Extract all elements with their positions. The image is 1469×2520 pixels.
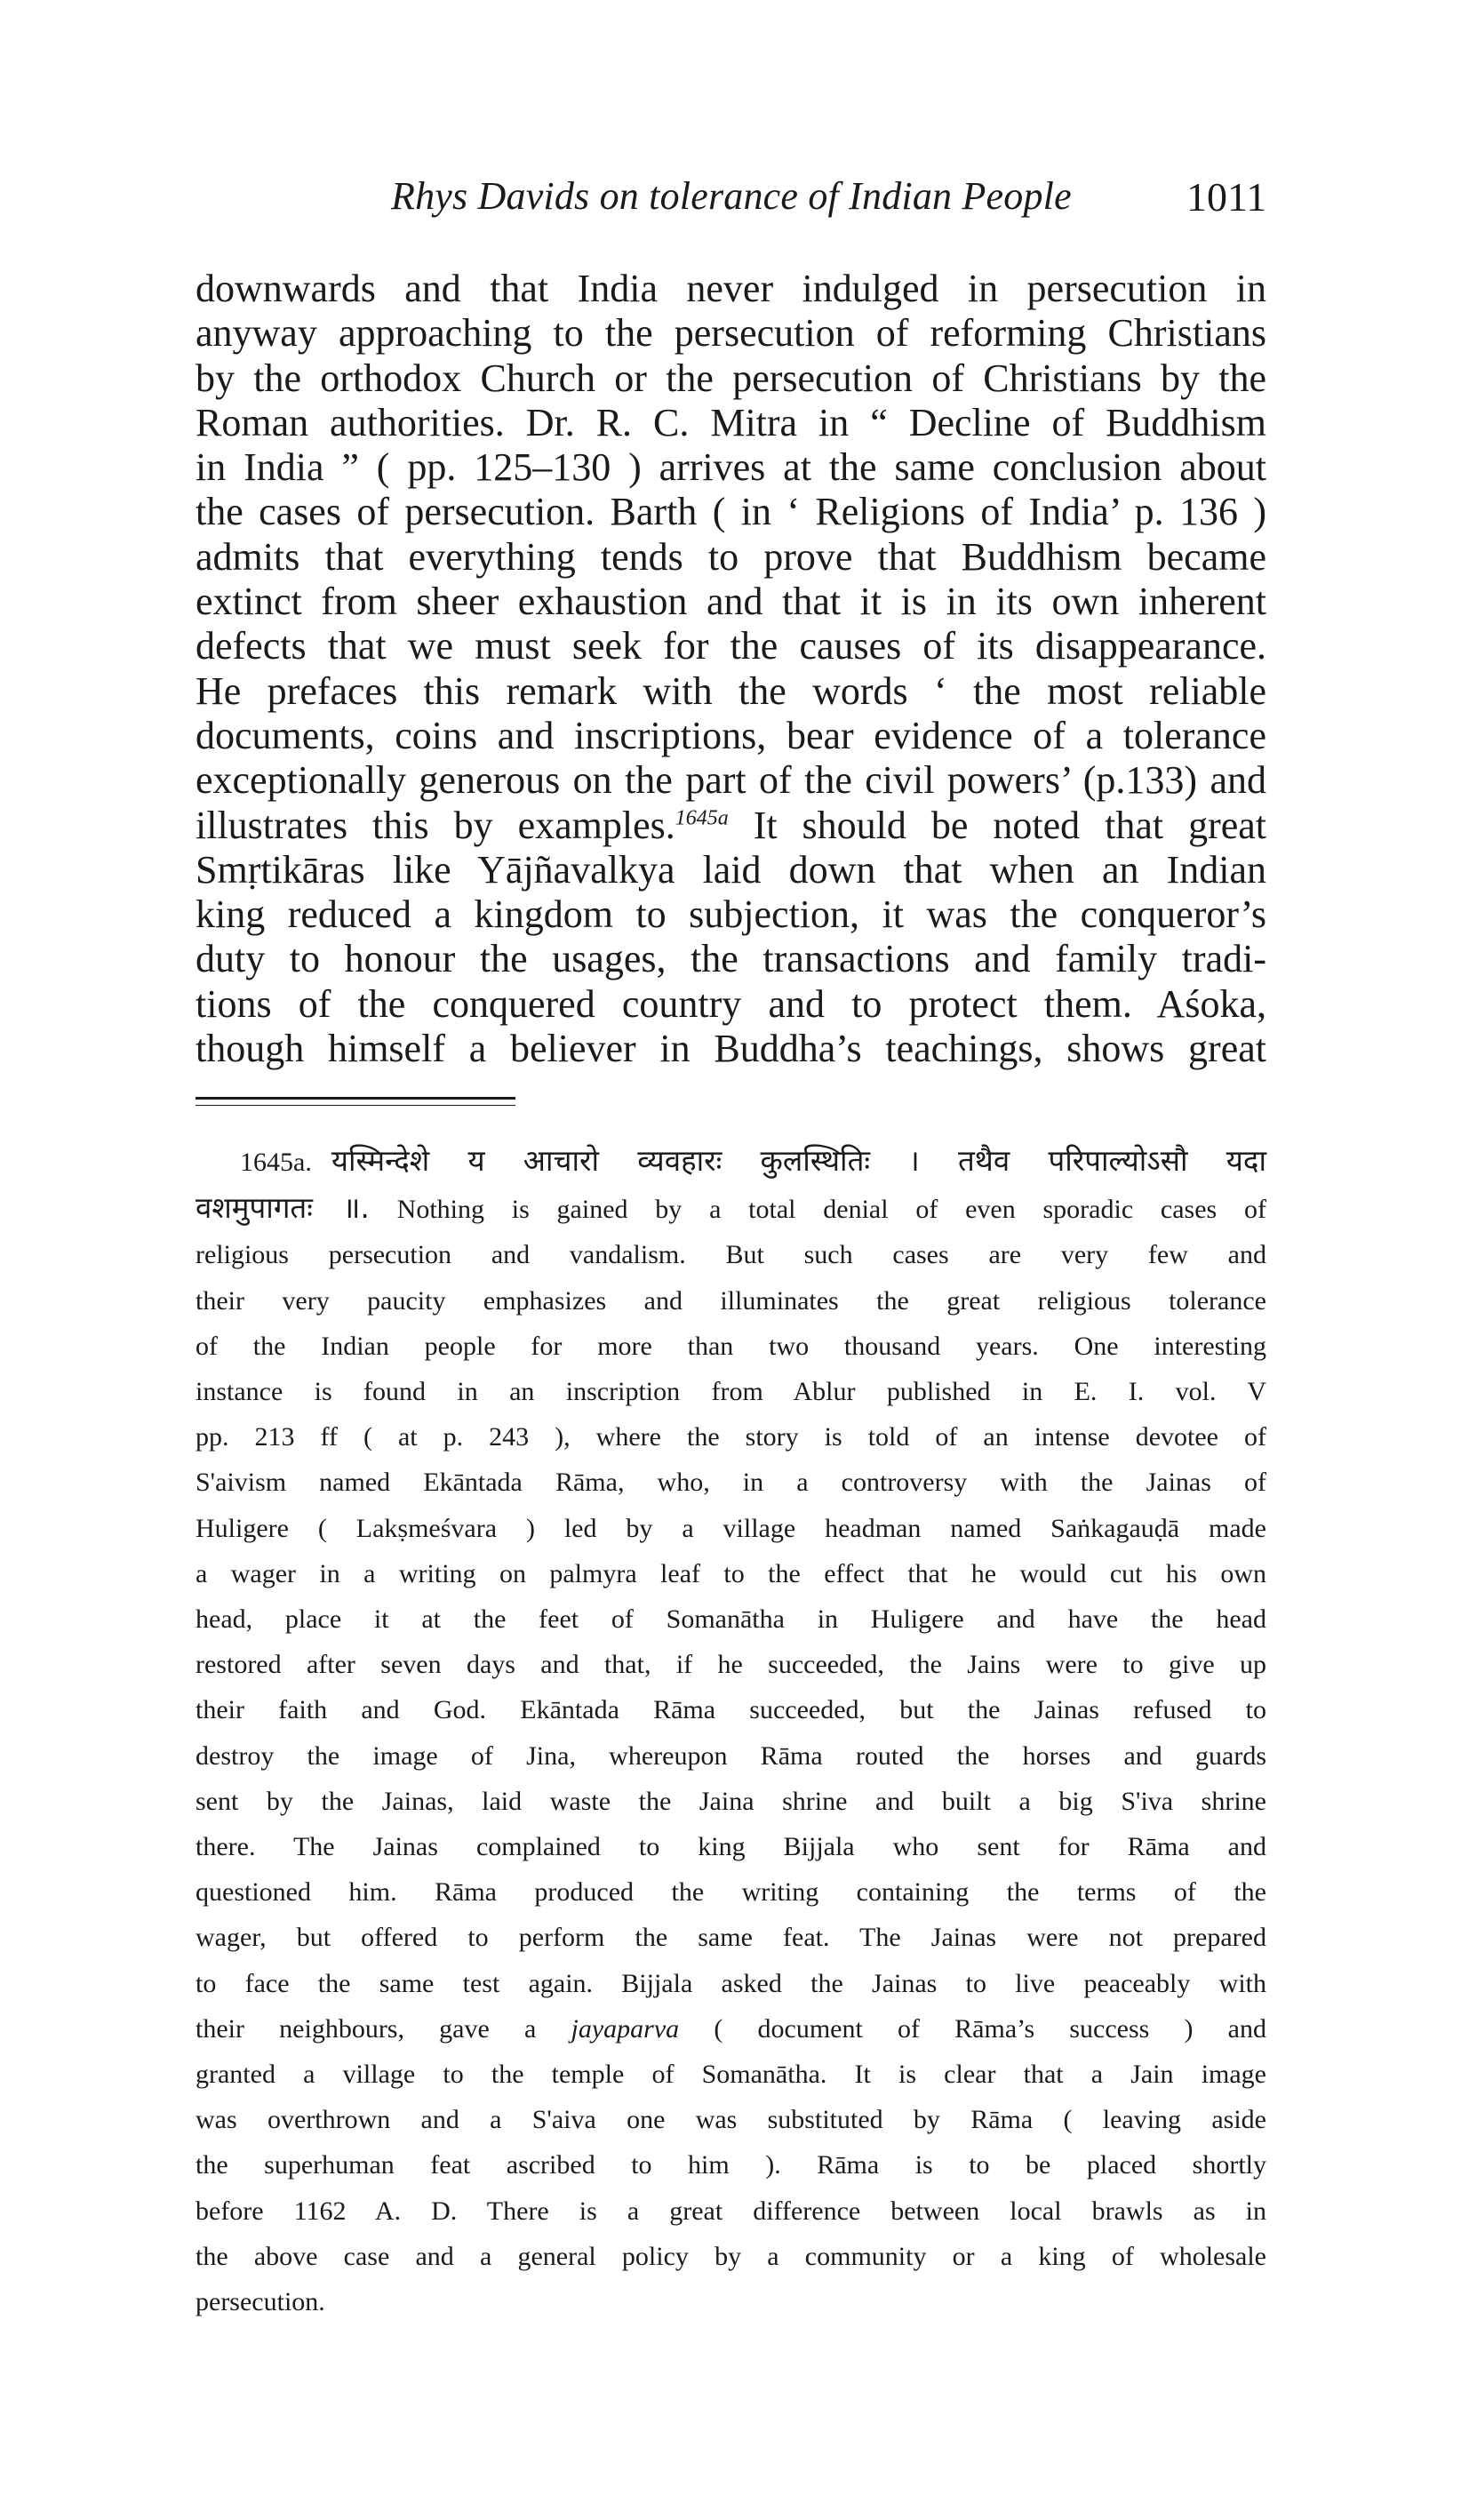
footnote-line: religious persecution and vandalism. But such cases are very few and (196, 1240, 1266, 1270)
footnote-line: wager, but offered to perform the same feat. The Jainas were not prepared (196, 1923, 1266, 1953)
body-line: by the orthodox Church or the persecution of Christians by the (196, 356, 1266, 400)
body-line: tions of the conquered country and to protect them. Aśoka, (196, 981, 1266, 1026)
footnote-line: there. The Jainas complained to king Bijjala who sent for Rāma and (196, 1832, 1266, 1862)
running-title: Rhys Davids on tolerance of Indian People (391, 174, 1072, 218)
footnote-line: before 1162 A. D. There is a great difference between local brawls as in (196, 2196, 1266, 2226)
footnote-line: to face the same test again. Bijjala asked the Jainas to live peaceably with (196, 1968, 1266, 1998)
footnote-line: instance is found in an inscription from Ablur published in E. I. vol. V (196, 1377, 1266, 1407)
footnote-line: S'aivism named Ekāntada Rāma, who, in a controversy with the Jainas of (196, 1468, 1266, 1498)
body-line: duty to honour the usages, the transactions and family tradi- (196, 937, 1266, 981)
body-line-with-footnote-ref (196, 804, 1266, 848)
body-line: the cases of persecution. Barth ( in ‘ Religions of India’ p. 136 ) (196, 490, 1266, 534)
sanskrit-verse: वशमुपागतः ॥. (196, 1190, 370, 1226)
body-line: anyway approaching to the persecution of reforming Christians (196, 311, 1266, 356)
footnote-line: persecution. (196, 2287, 325, 2317)
footnote-line: their very paucity emphasizes and illuminates the great religious tolerance (196, 1285, 1266, 1316)
body-line: Smṛtikāras like Yājñavalkya laid down that when an Indian (196, 847, 1266, 892)
sanskrit-verse: यस्मिन्देशे य आचारो व्यवहारः कुलस्थितिः । तथैव परिपाल्योऽसौ यदा (331, 1143, 1266, 1178)
footnote-divider-thin (196, 1105, 515, 1106)
body-line: exceptionally generous on the part of the civil powers’ (p.133) and (196, 758, 1266, 803)
footnote-1645a (196, 1138, 1266, 2324)
footnote-line: the above case and a general policy by a community or a king of wholesale (196, 2241, 1266, 2271)
footnote-line: was overthrown and a S'aiva one was substituted by Rāma ( leaving aside (196, 2105, 1266, 2135)
footnote-line: a wager in a writing on palmyra leaf to the effect that he would cut his own (196, 1558, 1266, 1588)
footnote-line: head, place it at the feet of Somanātha in Huligere and have the head (196, 1604, 1266, 1635)
footnote-line: restored after seven days and that, if he succeeded, the Jains were to give up (196, 1650, 1266, 1680)
italic-term: jayaparva (571, 2013, 680, 2044)
body-text-segment: It should be noted that great (728, 803, 1266, 847)
footnote-line: of the Indian people for more than two thousand years. One interesting (196, 1331, 1266, 1361)
body-line: king reduced a kingdom to subjection, it was the conqueror’s (196, 892, 1266, 937)
body-line: in India ” ( pp. 125–130 ) arrives at the same conclusion about (196, 445, 1266, 490)
body-text-segment: illustrates this by examples. (196, 803, 675, 847)
footnote-line: questioned him. Rāma produced the writing containing the terms of the (196, 1877, 1266, 1908)
body-line: documents, coins and inscriptions, bear evidence of a tolerance (196, 713, 1266, 757)
page-number: 1011 (1186, 174, 1267, 220)
footnote-line: granted a village to the temple of Somanātha. It is clear that a Jain image (196, 2060, 1266, 2090)
footnote-text-segment: ( document of Rāma’s success ) and (679, 2013, 1266, 2044)
body-line: extinct from sheer exhaustion and that it is in its own inherent (196, 580, 1266, 624)
body-line: downwards and that India never indulged in persecution in (196, 267, 1266, 310)
footnote-line: the superhuman feat ascribed to him ). Rāma is to be placed shortly (196, 2150, 1266, 2180)
footnote-line: their faith and God. Ekāntada Rāma succeeded, but the Jainas refused to (196, 1695, 1266, 1725)
footnote-line: Huligere ( Lakṣmeśvara ) led by a village headman named Saṅkagauḍā made (196, 1513, 1266, 1543)
body-line: admits that everything tends to prove that Buddhism became (196, 534, 1266, 579)
footnote-line (196, 2006, 1266, 2052)
footnote-text-segment: Nothing is gained by a total denial of even sporadic cases of (369, 1195, 1266, 1225)
footnote-line: pp. 213 ff ( at p. 243 ), where the story is told of an intense devotee of (196, 1422, 1266, 1452)
body-line: Roman authorities. Dr. R. C. Mitra in “ Decline of Buddhism (196, 400, 1266, 444)
footnote-label: 1645a. (240, 1148, 312, 1177)
footnote-line: sent by the Jainas, laid waste the Jaina shrine and built a big S'iva shrine (196, 1786, 1266, 1816)
footnote-reference[interactable]: 1645a (675, 805, 729, 829)
body-line: though himself a believer in Buddha’s teachings, shows great (196, 1027, 1266, 1071)
footnote-line (196, 1138, 1266, 1185)
footnote-line: destroy the image of Jina, whereupon Rāma routed the horses and guards (196, 1740, 1266, 1771)
footnote-line (196, 1185, 1266, 1232)
body-line: defects that we must seek for the causes of its disappearance. (196, 624, 1266, 668)
running-head (196, 173, 1267, 227)
body-paragraph (196, 267, 1266, 1071)
body-line: He prefaces this remark with the words ‘ the most reliable (196, 668, 1266, 713)
footnote-text-segment: their neighbours, gave a (196, 2013, 571, 2044)
footnote-divider (196, 1097, 515, 1100)
